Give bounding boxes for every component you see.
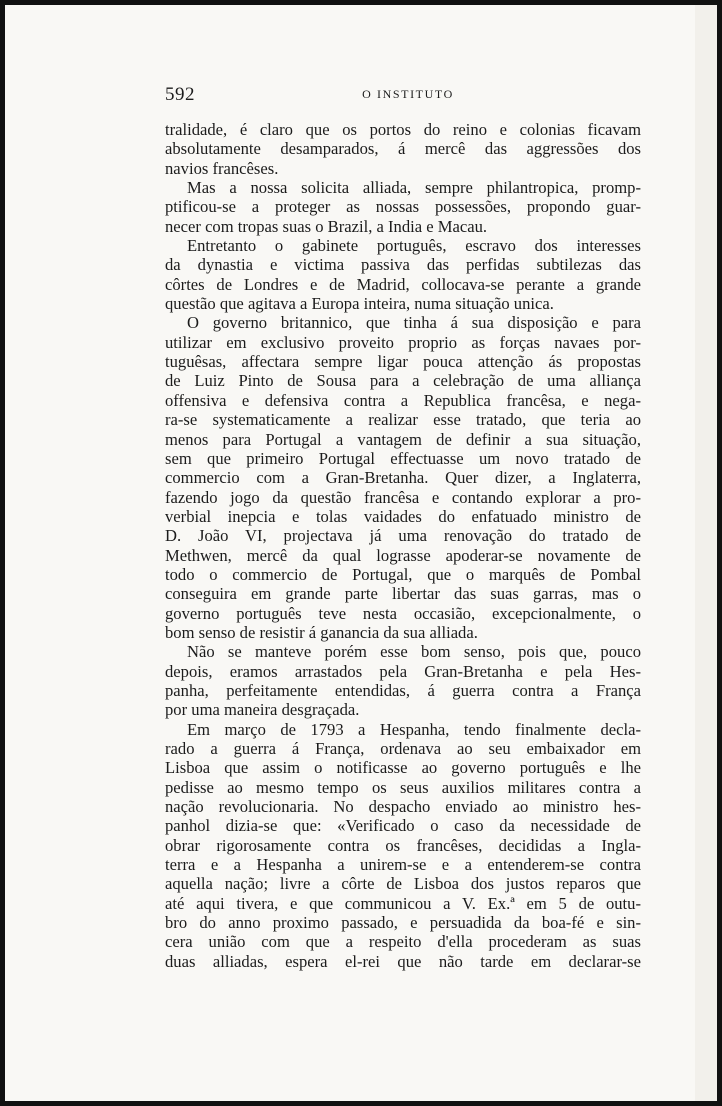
text-line: D. João VI, projectava já uma renovação do tratado de: [165, 526, 641, 546]
text-line: obrar rigorosamente contra os francêses, decididas a Ingla-: [165, 835, 641, 855]
paragraph: [165, 313, 641, 642]
text-line: da dynastia e victima passiva das perfidas subtilezas das: [165, 255, 641, 275]
page-content: [165, 84, 641, 971]
text-line: sem que primeiro Portugal effectuasse um novo tratado de: [165, 448, 641, 468]
text-line: Lisboa que assim o notificasse ao governo português e lhe: [165, 758, 641, 778]
text-line: panha, perfeitamente entendidas, á guerra contra a França: [165, 680, 641, 700]
text-line: aquella nação; livre a côrte de Lisboa dos justos reparos que: [165, 874, 641, 894]
text-line: Em março de 1793 a Hespanha, tendo finalmente decla-: [187, 719, 641, 739]
text-line: menos para Portugal a vantagem de definir a sua situação,: [165, 429, 641, 449]
text-line: depois, eramos arrastados pela Gran-Bretanha e pela Hes-: [165, 661, 641, 681]
text-line: pedisse ao mesmo tempo os seus auxilios militares contra a: [165, 777, 641, 797]
text-line: Methwen, mercê da qual lograsse apoderar-se novamente de: [165, 545, 641, 565]
text-line: côrtes de Londres e de Madrid, collocava-se perante a grande: [165, 274, 641, 294]
body-text: [165, 120, 641, 971]
text-line: Não se manteve porém esse bom senso, pois que, pouco: [187, 642, 641, 662]
text-line: todo o commercio de Portugal, que o marquês de Pombal: [165, 564, 641, 584]
text-line: tralidade, é claro que os portos do reino e colonias ficavam: [165, 120, 641, 139]
text-line: de Luiz Pinto de Sousa para a celebração de uma alliança: [165, 371, 641, 391]
text-line: navios francêses.: [165, 158, 279, 178]
paragraph: [165, 642, 641, 719]
running-title: O INSTITUTO: [362, 87, 454, 101]
text-line: offensiva e defensiva contra a Republica francêsa, e nega-: [165, 390, 641, 410]
text-line: fazendo jogo da questão francêsa e contando explorar a pro-: [165, 487, 641, 507]
text-line: Entretanto o gabinete português, escravo dos interesses: [187, 236, 641, 256]
text-line: governo português teve nesta occasião, excepcionalmente, o: [165, 603, 641, 623]
text-line: ptificou-se a proteger as nossas possessões, propondo guar-: [165, 197, 641, 217]
text-line: absolutamente desamparados, á mercê das aggressões dos: [165, 139, 641, 159]
page-edge-shadow: [695, 5, 717, 1101]
paragraph: [165, 720, 641, 971]
running-head: [165, 84, 641, 110]
text-line: necer com tropas suas o Brazil, a India e Macau.: [165, 216, 488, 236]
paragraph: [165, 178, 641, 236]
text-line: O governo britannico, que tinha á sua disposição e para: [187, 313, 641, 333]
text-line: bom senso de resistir á ganancia da sua alliada.: [165, 622, 478, 642]
paragraph: [165, 120, 641, 178]
page-number: 592: [165, 84, 195, 105]
text-line: questão que agitava a Europa inteira, numa situação unica.: [165, 294, 554, 314]
text-line: Mas a nossa solicita alliada, sempre philantropica, promp-: [187, 178, 641, 198]
text-line: commercio com a Gran-Bretanha. Quer dizer, a Inglaterra,: [165, 468, 641, 488]
text-line: por uma maneira desgraçada.: [165, 700, 360, 720]
text-line: até aqui tivera, e que communicou a V. Ex.ª em 5 de outu-: [165, 893, 641, 913]
text-line: cera união com que a respeito d'ella procederam as suas: [165, 932, 641, 952]
text-line: tuguêsas, affectara sempre ligar pouca attenção ás propostas: [165, 352, 641, 372]
text-line: verbial inepcia e tolas vaidades do enfatuado ministro de: [165, 506, 641, 526]
text-line: terra e a Hespanha a unirem-se e a entenderem-se contra: [165, 855, 641, 875]
paragraph: [165, 236, 641, 313]
text-line: ra-se systematicamente a realizar esse tratado, que teria ao: [165, 410, 641, 430]
text-line: utilizar em exclusivo proveito proprio as forças navaes por-: [165, 332, 641, 352]
text-line: rado a guerra á França, ordenava ao seu embaixador em: [165, 739, 641, 758]
text-line: conseguira em grande parte libertar das suas garras, mas o: [165, 584, 641, 604]
text-line: bro do anno proximo passado, e persuadida da boa-fé e sin-: [165, 913, 641, 933]
text-line: nação revolucionaria. No despacho enviado ao ministro hes-: [165, 797, 641, 817]
text-line: duas alliadas, espera el-rei que não tarde em declarar-se: [165, 951, 641, 971]
text-line: panhol dizia-se que: «Verificado o caso da necessidade de: [165, 816, 641, 836]
